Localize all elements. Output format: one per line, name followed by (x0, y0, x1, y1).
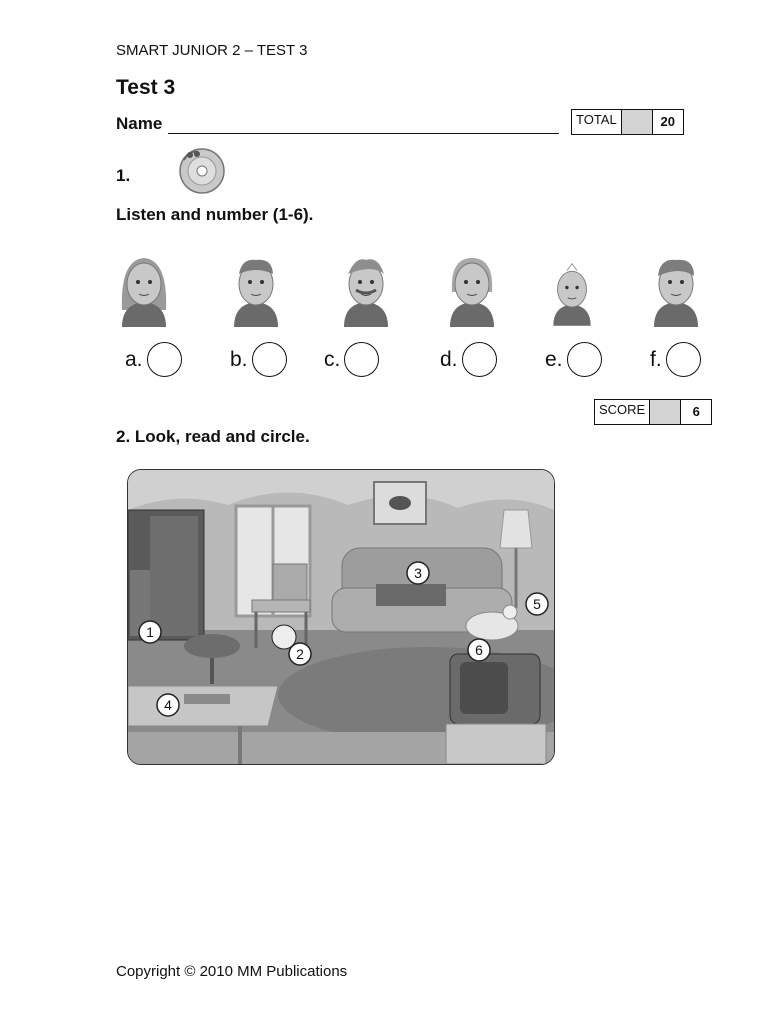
option-d (440, 342, 497, 377)
option-e-letter: e. (545, 347, 563, 371)
bird-picture-frame (374, 482, 426, 524)
exercise-2-instruction: 2. Look, read and circle. (116, 427, 310, 446)
option-a (125, 342, 182, 377)
face-b-man (234, 260, 278, 327)
option-f (650, 342, 701, 377)
character-faces-row (110, 252, 710, 332)
total-score-box (571, 109, 684, 135)
face-d-grandmother (450, 258, 494, 327)
option-e-answer-circle[interactable] (567, 342, 602, 377)
exercise-1-instruction: Listen and number (1-6). (116, 205, 314, 224)
marker-6 (468, 639, 490, 661)
option-f-letter: f. (650, 347, 662, 371)
option-d-answer-circle[interactable] (462, 342, 497, 377)
living-room-illustration (128, 470, 554, 764)
option-c (324, 342, 379, 377)
score-blank-cell[interactable] (650, 400, 681, 424)
test-series-header: SMART JUNIOR 2 – TEST 3 (116, 42, 308, 59)
option-a-answer-circle[interactable] (147, 342, 182, 377)
exercise-1-score-box (594, 399, 712, 425)
television (446, 654, 546, 764)
books-on-sofa (376, 584, 446, 606)
face-e-baby (553, 264, 590, 326)
option-f-answer-circle[interactable] (666, 342, 701, 377)
name-label: Name (116, 114, 163, 133)
living-room-picture (127, 469, 555, 765)
svg-text:6: 6 (475, 642, 483, 658)
answer-options-row (110, 342, 710, 382)
score-max-value: 6 (692, 404, 700, 419)
marker-1 (139, 621, 161, 643)
total-label: TOTAL (572, 110, 622, 134)
total-blank-cell[interactable] (622, 110, 653, 134)
exercise-1-number: 1. (116, 166, 131, 185)
option-e (545, 342, 602, 377)
cd-audio-icon (176, 146, 228, 194)
svg-text:3: 3 (414, 565, 422, 581)
name-row (116, 114, 559, 134)
copyright-footer: Copyright © 2010 MM Publications (116, 963, 348, 980)
score-label: SCORE (595, 400, 650, 424)
option-c-answer-circle[interactable] (344, 342, 379, 377)
face-c-grandfather (344, 259, 388, 327)
marker-3 (407, 562, 429, 584)
option-d-letter: d. (440, 347, 458, 371)
svg-text:4: 4 (164, 697, 172, 713)
option-b (230, 342, 287, 377)
page-title: Test 3 (116, 76, 176, 99)
svg-text:1: 1 (146, 624, 154, 640)
svg-text:2: 2 (296, 646, 304, 662)
face-f-boy (654, 260, 698, 327)
marker-2 (289, 643, 311, 665)
svg-text:5: 5 (533, 596, 541, 612)
book-on-desk (184, 694, 230, 704)
option-a-letter: a. (125, 347, 143, 371)
marker-4 (157, 694, 179, 716)
total-max-value: 20 (660, 114, 675, 129)
name-field-line[interactable] (168, 116, 559, 134)
option-c-letter: c. (324, 347, 341, 371)
option-b-letter: b. (230, 347, 248, 371)
option-b-answer-circle[interactable] (252, 342, 287, 377)
face-a-girl (122, 258, 166, 327)
marker-5 (526, 593, 548, 615)
